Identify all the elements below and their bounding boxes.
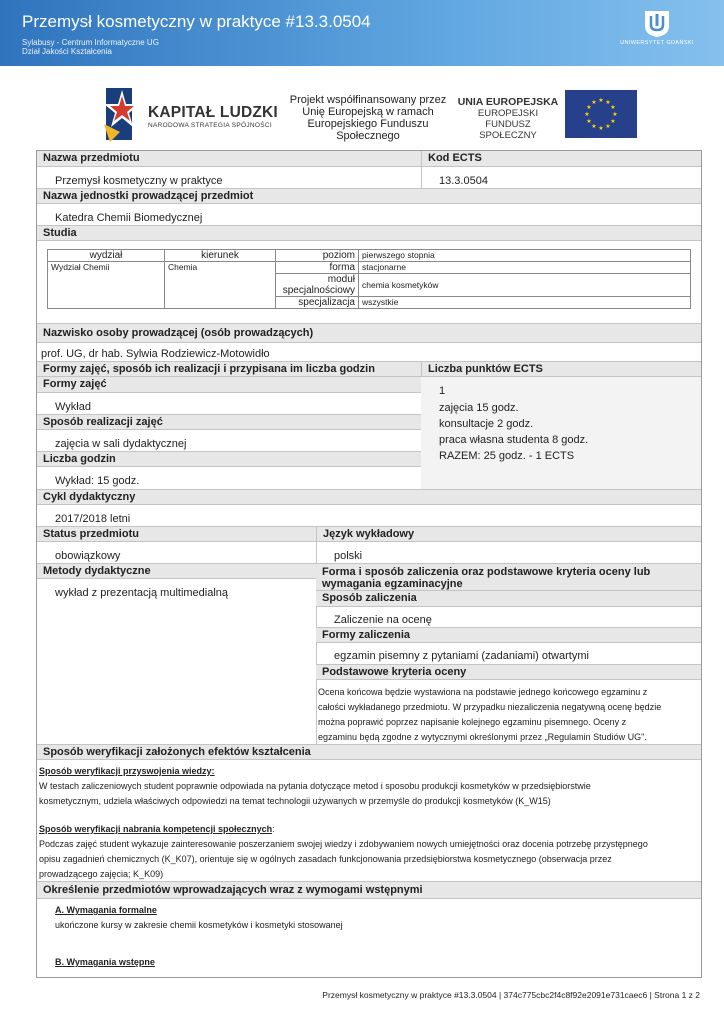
assessment-forms-value: egzamin pisemny z pytaniami (zadaniami) otwartymi [334,650,589,662]
ug-logo [612,8,702,46]
page-header [0,0,724,66]
hours-value: Wykład: 15 godz. [55,475,140,487]
cycle-value: 2017/2018 letni [55,513,131,525]
studies-module-value: chemia kosmetyków [359,274,691,297]
ue-line1: EUROPEJSKI [477,108,539,119]
methods-label: Metody dydaktyczne [37,563,316,579]
studies-label: Studia [37,225,701,241]
course-name-value: Przemysł kosmetyczny w praktyce [55,175,223,187]
cycle-label: Cykl dydaktyczny [37,489,701,505]
forms-label: Formy zajęć [37,377,421,393]
studies-header-field: kierunek [165,250,276,262]
kapital-ludzki-star-icon [100,84,144,144]
svg-text:★: ★ [586,118,592,125]
studies-module-label-line2: specjalnościowy [282,285,355,296]
realization-value: zajęcia w sali dydaktycznej [55,438,187,450]
unit-label: Nazwa jednostki prowadzącej przedmiot [37,188,701,204]
formal-requirements-label: A. Wymagania formalne [55,905,157,915]
ects-points-value: 1 [439,385,446,397]
kapital-ludzki-name: KAPITAŁ LUDZKI [148,104,278,121]
verification-knowledge [39,764,699,809]
verification-competence-label: Sposób weryfikacji nabrania kompetencji społecznych [39,824,273,834]
svg-text:★: ★ [610,118,616,125]
ects-hours-consultations: konsultacje 2 godz. [439,418,534,430]
formal-requirements [55,903,695,933]
divider [421,151,422,188]
language-value: polski [334,550,363,562]
formal-requirements-value: ukończone kursy w zakresie chemii kosmetyków i kosmetyki stosowanej [55,920,343,930]
classes-forms-label: Formy zajęć, sposób ich realizacji i przypisana im liczba godzin [37,361,421,377]
project-funding-text: Projekt współfinansowany przez Unię Europejską w ramach Europejskiego Funduszu Społecznego [289,94,447,142]
studies-level-label: poziom [276,250,359,262]
svg-text:★: ★ [598,97,604,104]
svg-text:★: ★ [586,104,592,111]
studies-header-faculty: wydział [48,250,165,262]
studies-module-label [276,274,359,297]
svg-text:★: ★ [610,104,616,111]
page-title: Przemysł kosmetyczny w praktyce #13.3.0504 [22,12,371,31]
course-name-label: Nazwa przedmiotu [37,151,421,167]
prerequisites-label: Określenie przedmiotów wprowadzających wraz z wymogami wstępnymi [37,881,701,899]
forms-value: Wykład [55,401,91,413]
svg-text:★: ★ [605,99,611,106]
ects-points-box [421,377,701,489]
verification-knowledge-label: Sposób weryfikacji przyswojenia wiedzy: [39,766,215,776]
ug-logo-text: UNIWERSYTET GDAŃSKI [620,40,694,46]
language-label: Język wykładowy [316,526,701,542]
verification-competence-line: prowadzącego zajęcia; K_K09) [39,869,164,879]
hours-label: Liczba godzin [37,451,421,467]
ue-line2: FUNDUSZ SPOŁECZNY [479,119,537,141]
ects-hours-classes: zajęcia 15 godz. [439,402,519,414]
initial-requirements-label: B. Wymagania wstępne [55,957,155,967]
criteria-line: można poprawić poprzez napisanie kolejnego egzaminu pisemnego. Oceny z [318,717,627,727]
svg-text:★: ★ [584,111,590,118]
page-footer: Przemysł kosmetyczny w praktyce #13.3.0504 | 374c775cbc2f4c8f92e2091e731caec6 | Strona 1 z 2 [322,990,700,1000]
svg-text:★: ★ [605,123,611,130]
header-subtitle-line2: Dział Jakości Kształcenia [22,47,112,56]
assessment-form-label [316,563,701,591]
syllabus-form [36,150,702,978]
criteria-line: całości wykładanego przedmiotu. W przypadku niezaliczenia negatywną ocenę będzie [318,702,662,712]
ects-code-value: 13.3.0504 [439,175,488,187]
realization-label: Sposób realizacji zajęć [37,414,421,430]
ects-hours-self-study: praca własna studenta 8 godz. [439,434,589,446]
ug-emblem-icon [642,8,672,38]
status-label: Status przedmiotu [37,526,316,542]
svg-text:★: ★ [591,99,597,106]
kapital-ludzki-logo [100,84,278,149]
studies-form-value: stacjonarne [359,262,691,274]
studies-level-value: pierwszego stopnia [359,250,691,262]
studies-table [47,249,691,309]
assessment-method-value: Zaliczenie na ocenę [334,614,432,626]
verification-competence-line: opisu zagadnień chemicznych (K_K07), orientuje się w ogólnych zasadach funkcjonowania przedsiębiorstwa kosmetycznego (obserwacja przez [39,854,612,864]
criteria-line: Ocena końcowa będzie wystawiona na podstawie jednego końcowego egzaminu z [318,687,648,697]
verification-knowledge-line: kosmetycznym, udziela właściwych odpowiedzi na temat technologii używanych w przemyśle do produkcji kosmetyków (K_W15) [39,796,551,806]
kapital-ludzki-sub: NARODOWA STRATEGIA SPÓJNOŚCI [148,122,272,129]
svg-text:★: ★ [612,111,618,118]
studies-field-value: Chemia [165,262,276,309]
studies-faculty-value: Wydział Chemii [48,262,165,309]
assessment-forms-label: Formy zaliczenia [316,627,701,643]
verification-knowledge-line: W testach zaliczeniowych student poprawnie odpowiada na pytania dotyczące metod i sposobu produkcji kosmetyków w przedsiębiorstwie [39,781,591,791]
assessment-form-label-line2: wymagania egzaminacyjne [322,578,463,590]
studies-module-label-line1: moduł [327,274,355,285]
ue-text [456,96,560,141]
verification-competence-line: Podczas zajęć student wykazuje zainteresowanie poszerzaniem swojej wiedzy i zdobywaniem nowych umiejętności oraz docenia potrzebę przystępnego [39,839,648,849]
criteria-text [318,685,698,745]
header-subtitle-line1: Sylabusy - Centrum Informatyczne UG [22,38,159,47]
ects-total: RAZEM: 25 godz. - 1 ECTS [439,450,575,462]
ue-title: UNIA EUROPEJSKA [457,96,559,108]
funding-banner [0,84,724,146]
criteria-label: Podstawowe kryteria oceny [316,664,701,680]
unit-value: Katedra Chemii Biomedycznej [55,212,203,224]
lecturer-label: Nazwisko osoby prowadzącej (osób prowadzących) [37,323,701,343]
assessment-form-label-line1: Forma i sposób zaliczenia oraz podstawowe kryteria oceny lub [322,566,651,578]
studies-form-label: forma [276,262,359,274]
header-subtitle [22,38,159,56]
status-value: obowiązkowy [55,550,121,562]
studies-specialization-label: specjalizacja [276,297,359,309]
svg-text:★: ★ [598,125,604,132]
lecturer-value: prof. UG, dr hab. Sylwia Rodziewicz-Motowidło [41,348,270,360]
eu-flag-icon [565,90,637,138]
ects-code-label: Kod ECTS [421,151,701,167]
criteria-line: egzaminu będą zgodne z wytycznymi określonymi przez „Regulamin Studiów UG". [318,732,647,742]
ects-points-label: Liczba punktów ECTS [421,361,701,377]
verification-competence-colon: : [272,824,275,834]
verification-label: Sposób weryfikacji założonych efektów kształcenia [37,744,701,760]
svg-text:★: ★ [591,123,597,130]
methods-value: wykład z prezentacją multimedialną [55,587,229,599]
verification-competence [39,822,699,882]
studies-specialization-value: wszystkie [359,297,691,309]
assessment-method-label: Sposób zaliczenia [316,591,701,607]
